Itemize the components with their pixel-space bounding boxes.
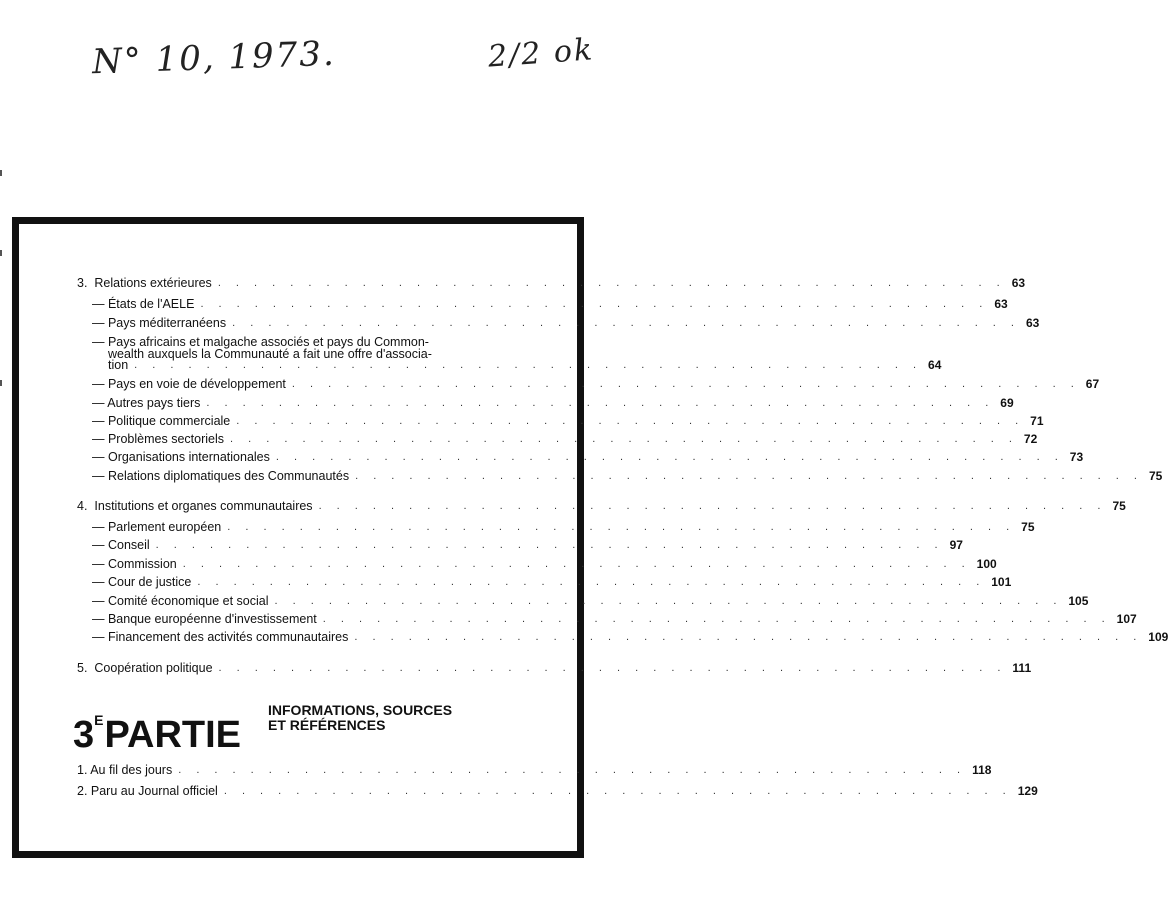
toc-item-label: — Politique commerciale — [92, 414, 231, 428]
toc-section-title: 4. Institutions et organes communautaires — [77, 499, 313, 513]
leader-dots: . . . . . . . . . . . . . . . . . . . . . . . . . . . . . . . . . . . . . . . . . . . . — [227, 521, 1016, 533]
toc-item-label: — Pays en voie de développement — [92, 377, 286, 391]
toc-item[interactable] — [77, 761, 992, 779]
toc-item[interactable] — [92, 610, 1137, 628]
toc-section-title: 5. Coopération politique — [77, 661, 213, 675]
toc-page-number: 75 — [1112, 499, 1126, 513]
toc-item-label: — Commission — [92, 557, 177, 571]
toc-page-number: 118 — [972, 763, 992, 777]
toc-page-number: 69 — [1000, 396, 1014, 410]
toc-page-number: 105 — [1068, 594, 1089, 608]
toc-item-label: — Cour de justice — [92, 575, 192, 589]
toc-item[interactable] — [92, 375, 1100, 393]
toc-item[interactable] — [92, 536, 963, 554]
part-subtitle — [268, 703, 452, 733]
toc-item-label: — Financement des activités communautaires — [92, 630, 349, 644]
toc-item[interactable] — [77, 782, 1038, 800]
toc-page-number: 100 — [976, 557, 997, 571]
toc-page-number: 75 — [1148, 469, 1163, 483]
toc-item-label: 1. Au fil des jours — [77, 763, 173, 777]
leader-dots: . . . . . . . . . . . . . . . . . . . . . . . . . . . . . . . . . . . . . . . . . . . . — [155, 539, 944, 551]
toc-page-number: 129 — [1017, 784, 1038, 798]
toc-item[interactable] — [92, 573, 1012, 591]
toc-page-number: 63 — [994, 297, 1008, 311]
toc-page-number: 67 — [1085, 377, 1100, 391]
toc-item-label: — Parlement européen — [92, 520, 222, 534]
scan-artifact — [0, 170, 2, 176]
toc-item[interactable] — [92, 628, 1168, 646]
toc-section-4[interactable] — [77, 497, 1126, 515]
scan-artifact — [0, 380, 2, 386]
toc-page-number: 72 — [1023, 432, 1038, 446]
part-subtitle-line: ET RÉFÉRENCES — [268, 717, 386, 733]
leader-dots: . . . . . . . . . . . . . . . . . . . . . . . . . . . . . . . . . . . . . . . . . . . . — [322, 613, 1111, 625]
toc-item-label: — Relations diplomatiques des Communautés — [92, 469, 350, 483]
leader-dots: . . . . . . . . . . . . . . . . . . . . . . . . . . . . . . . . . . . . . . . . . . . . — [223, 785, 1012, 797]
toc-item[interactable] — [92, 592, 1089, 610]
leader-dots: . . . . . . . . . . . . . . . . . . . . . . . . . . . . . . . . . . . . . . . . . . . . — [134, 359, 923, 371]
toc-page-number: 73 — [1069, 450, 1084, 464]
toc-item-label: — Problèmes sectoriels — [92, 432, 224, 446]
toc-item[interactable] — [92, 412, 1044, 430]
leader-dots: . . . . . . . . . . . . . . . . . . . . . . . . . . . . . . . . . . . . . . . . . . . . — [200, 298, 989, 310]
toc-item[interactable] — [92, 467, 1163, 485]
toc-item[interactable] — [92, 555, 997, 573]
leader-dots: . . . . . . . . . . . . . . . . . . . . . . . . . . . . . . . . . . . . . . . . . . . . — [275, 451, 1064, 463]
toc-item[interactable] — [92, 518, 1035, 536]
leader-dots: . . . . . . . . . . . . . . . . . . . . . . . . . . . . . . . . . . . . . . . . . . . . — [354, 631, 1143, 643]
leader-dots: . . . . . . . . . . . . . . . . . . . . . . . . . . . . . . . . . . . . . . . . . . . . — [230, 433, 1018, 445]
handwritten-issue-number: N° 10, 1973. — [91, 33, 337, 83]
leader-dots: . . . . . . . . . . . . . . . . . . . . . . . . . . . . . . . . . . . . . . . . . . . . — [206, 397, 995, 409]
scan-artifact — [0, 250, 2, 256]
toc-page-number: 97 — [949, 538, 963, 552]
toc-item-label-line: wealth auxquels la Communauté a fait une offre d'associa- — [108, 347, 432, 361]
toc-section-5[interactable] — [77, 659, 1032, 677]
toc-item-label: — Pays méditerranéens — [92, 316, 227, 330]
toc-page-number: 101 — [991, 575, 1012, 589]
toc-page-number: 63 — [1011, 276, 1026, 290]
leader-dots: . . . . . . . . . . . . . . . . . . . . . . . . . . . . . . . . . . . . . . . . . . . . — [197, 576, 986, 588]
part-heading: $3^EPARTIE$ — [73, 712, 242, 756]
toc-page-number: 109 — [1148, 630, 1168, 644]
leader-dots: . . . . . . . . . . . . . . . . . . . . . . . . . . . . . . . . . . . . . . . . . . . . — [236, 415, 1025, 427]
handwritten-check-mark: 2/2 ok — [486, 32, 596, 75]
toc-item-label-line: — Pays africains et malgache associés et pays du Common- — [92, 335, 429, 349]
leader-dots: . . . . . . . . . . . . . . . . . . . . . . . . . . . . . . . . . . . . . . . . . . . . — [217, 277, 1006, 289]
toc-section-3[interactable] — [77, 274, 1026, 292]
toc-item-label: — Comité économique et social — [92, 594, 269, 608]
toc-item-label: tion — [108, 358, 129, 372]
toc-item-label: — États de l'AELE — [92, 297, 195, 311]
toc-item[interactable] — [92, 448, 1084, 466]
toc-item[interactable] — [108, 356, 942, 374]
toc-item-label: — Organisations internationales — [92, 450, 270, 464]
toc-page-number: 71 — [1030, 414, 1044, 428]
leader-dots: . . . . . . . . . . . . . . . . . . . . . . . . . . . . . . . . . . . . . . . . . . . . — [182, 558, 971, 570]
leader-dots: . . . . . . . . . . . . . . . . . . . . . . . . . . . . . . . . . . . . . . . . . . . . — [318, 500, 1107, 512]
leader-dots: . . . . . . . . . . . . . . . . . . . . . . . . . . . . . . . . . . . . . . . . . . . . — [355, 470, 1143, 482]
leader-dots: . . . . . . . . . . . . . . . . . . . . . . . . . . . . . . . . . . . . . . . . . . . . — [218, 662, 1007, 674]
toc-item-label: 2. Paru au Journal officiel — [77, 784, 218, 798]
part-subtitle-line: INFORMATIONS, SOURCES — [268, 702, 453, 718]
toc-page-number: 63 — [1025, 316, 1040, 330]
leader-dots: . . . . . . . . . . . . . . . . . . . . . . . . . . . . . . . . . . . . . . . . . . . . — [291, 378, 1080, 390]
toc-section-title: 3. Relations extérieures — [77, 276, 212, 290]
leader-dots: . . . . . . . . . . . . . . . . . . . . . . . . . . . . . . . . . . . . . . . . . . . . — [232, 317, 1020, 329]
leader-dots: . . . . . . . . . . . . . . . . . . . . . . . . . . . . . . . . . . . . . . . . . . . . — [178, 764, 967, 776]
leader-dots: . . . . . . . . . . . . . . . . . . . . . . . . . . . . . . . . . . . . . . . . . . . . — [274, 595, 1063, 607]
toc-item-label: — Banque européenne d'investissement — [92, 612, 317, 626]
toc-item[interactable] — [92, 314, 1040, 332]
toc-item[interactable] — [92, 430, 1038, 448]
toc-page-number: 111 — [1012, 661, 1032, 675]
toc-page-number: 75 — [1021, 520, 1035, 534]
toc-item[interactable] — [92, 394, 1014, 412]
toc-page-number: 107 — [1116, 612, 1137, 626]
toc-page-number: 64 — [928, 358, 942, 372]
toc-item-label: — Autres pays tiers — [92, 396, 201, 410]
toc-item-label: — Conseil — [92, 538, 150, 552]
toc-item[interactable] — [92, 295, 1008, 313]
